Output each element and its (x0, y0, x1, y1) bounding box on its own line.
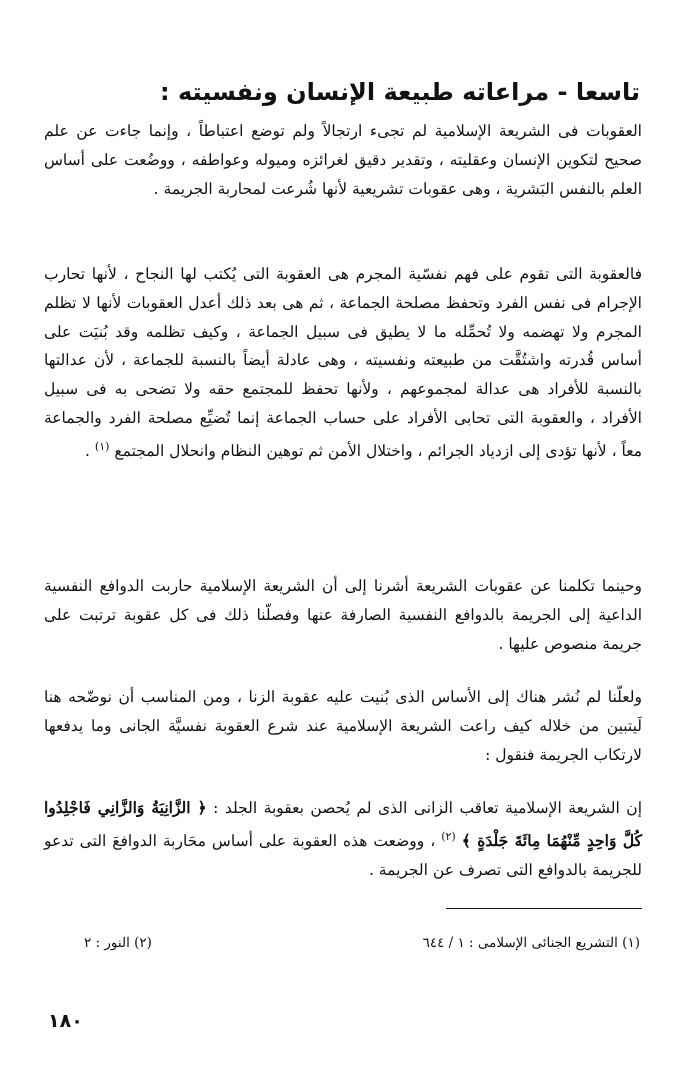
paragraph-2-end: . (85, 441, 90, 460)
paragraph-5-start: إن الشريعة الإسلامية تعاقب الزانى الذى لم يُحصن بعقوبة الجلد : (213, 799, 643, 817)
footnote-ref-1: (١) (94, 439, 110, 453)
paragraph-5 (44, 794, 642, 885)
page (44, 0, 642, 1084)
footnote-ref-2: (٢) (441, 829, 456, 843)
quran-verse: ﴿ الزَّانِيَةُ وَالزَّانِي فَاجْلِدُوا كُلَّ وَاحِدٍ مِّنْهُمَا مِائَةَ جَلْدَةٍ ﴾ (44, 798, 642, 850)
paragraph-2 (44, 260, 642, 466)
paragraph-4: ولعلّنا لم نُشر هناك إلى الأساس الذى بُنيت عليه عقوبة الزنا ، ومن المناسب أن نوضّحه هنا لَيتبين من خلاله كيف راعت الشريعة الإسلامية عند شرع العقوبة نفسيَّة الجانى وما يدفعها لارتكاب الجريمة فنقول : (44, 688, 642, 764)
paragraph-1: العقوبات فى الشريعة الإسلامية لم تجىء ارتجالاً ولم توضع اعتباطاً ، وإنما جاءت عن علم صحيح لتكوين الإنسان وعقليته ، وتقدير دقيق لغرائزه وميوله وعواطفه ، ووضُعت على أساس العلم بالنفس البَشرية ، وهى عقوبات تشريعية لأنها شُرعت لمحاربة الجريمة . (44, 122, 642, 198)
footnote-2: (٢) النور : ٢ (84, 935, 152, 951)
footnote-divider (446, 908, 642, 909)
paragraph-2-text: فالعقوبة التى تقوم على فهم نفسّية المجرم هى العقوبة التى يُكتب لها النجاح ، لأنها تحارب الإجرام فى نفس الفرد وتحفظ مصلحة الجماعة ، ثم هى بعد ذلك أعدل العقوبات لأنها لا تظلم المجرم ولا تهضمه ولا تُحمِّله ما لا يطيق فى سبيل الجماعة ، وكيف تظلمه وقد بُنيَت على أساس قُدرته واشتُقَّت من طبيعته ونفسيته ، وهى عادلة أيضاً بالنسبة للجماعة ، لأن عدالتها بالنسبة للأفراد هى عدالة لمجموعهم ، ولأنها تحفظ للمجتمع حقه ولا تضحى به فى سبيل الأفراد ، والعقوبة التى تحابى الأفراد على حساب الجماعة إنما تُضيِّع مصلحة الفرد والجماعة معاً ، لأنها تؤدى إلى ازدياد الجرائم ، واختلال الأمن ثم توهين النظام وانحلال المجتمع (44, 265, 642, 460)
page-number: ١٨٠ (48, 1010, 83, 1032)
footnote-1: (١) التشريع الجنائى الإسلامى : ١ / ٦٤٤ (422, 935, 640, 951)
paragraph-3: وحينما تكلمنا عن عقوبات الشريعة أشرنا إلى أن الشريعة الإسلامية حاربت الدوافع النفسية الداعية إلى الجريمة بالدوافع النفسية الصارفة عنها وفصلّنا ذلك فى كل عقوبة ترتبت على جريمة منصوص عليها . (44, 577, 642, 653)
paragraph-5-end: ، ووضعت هذه العقوبة على أساس محَاربة الدوافعَ التى تدعو للجريمة بالدوافع التى تصرف عن الجريمة . (44, 831, 642, 879)
section-heading: تاسعا - مراعاته طبيعة الإنسان ونفسيته : (160, 78, 640, 106)
